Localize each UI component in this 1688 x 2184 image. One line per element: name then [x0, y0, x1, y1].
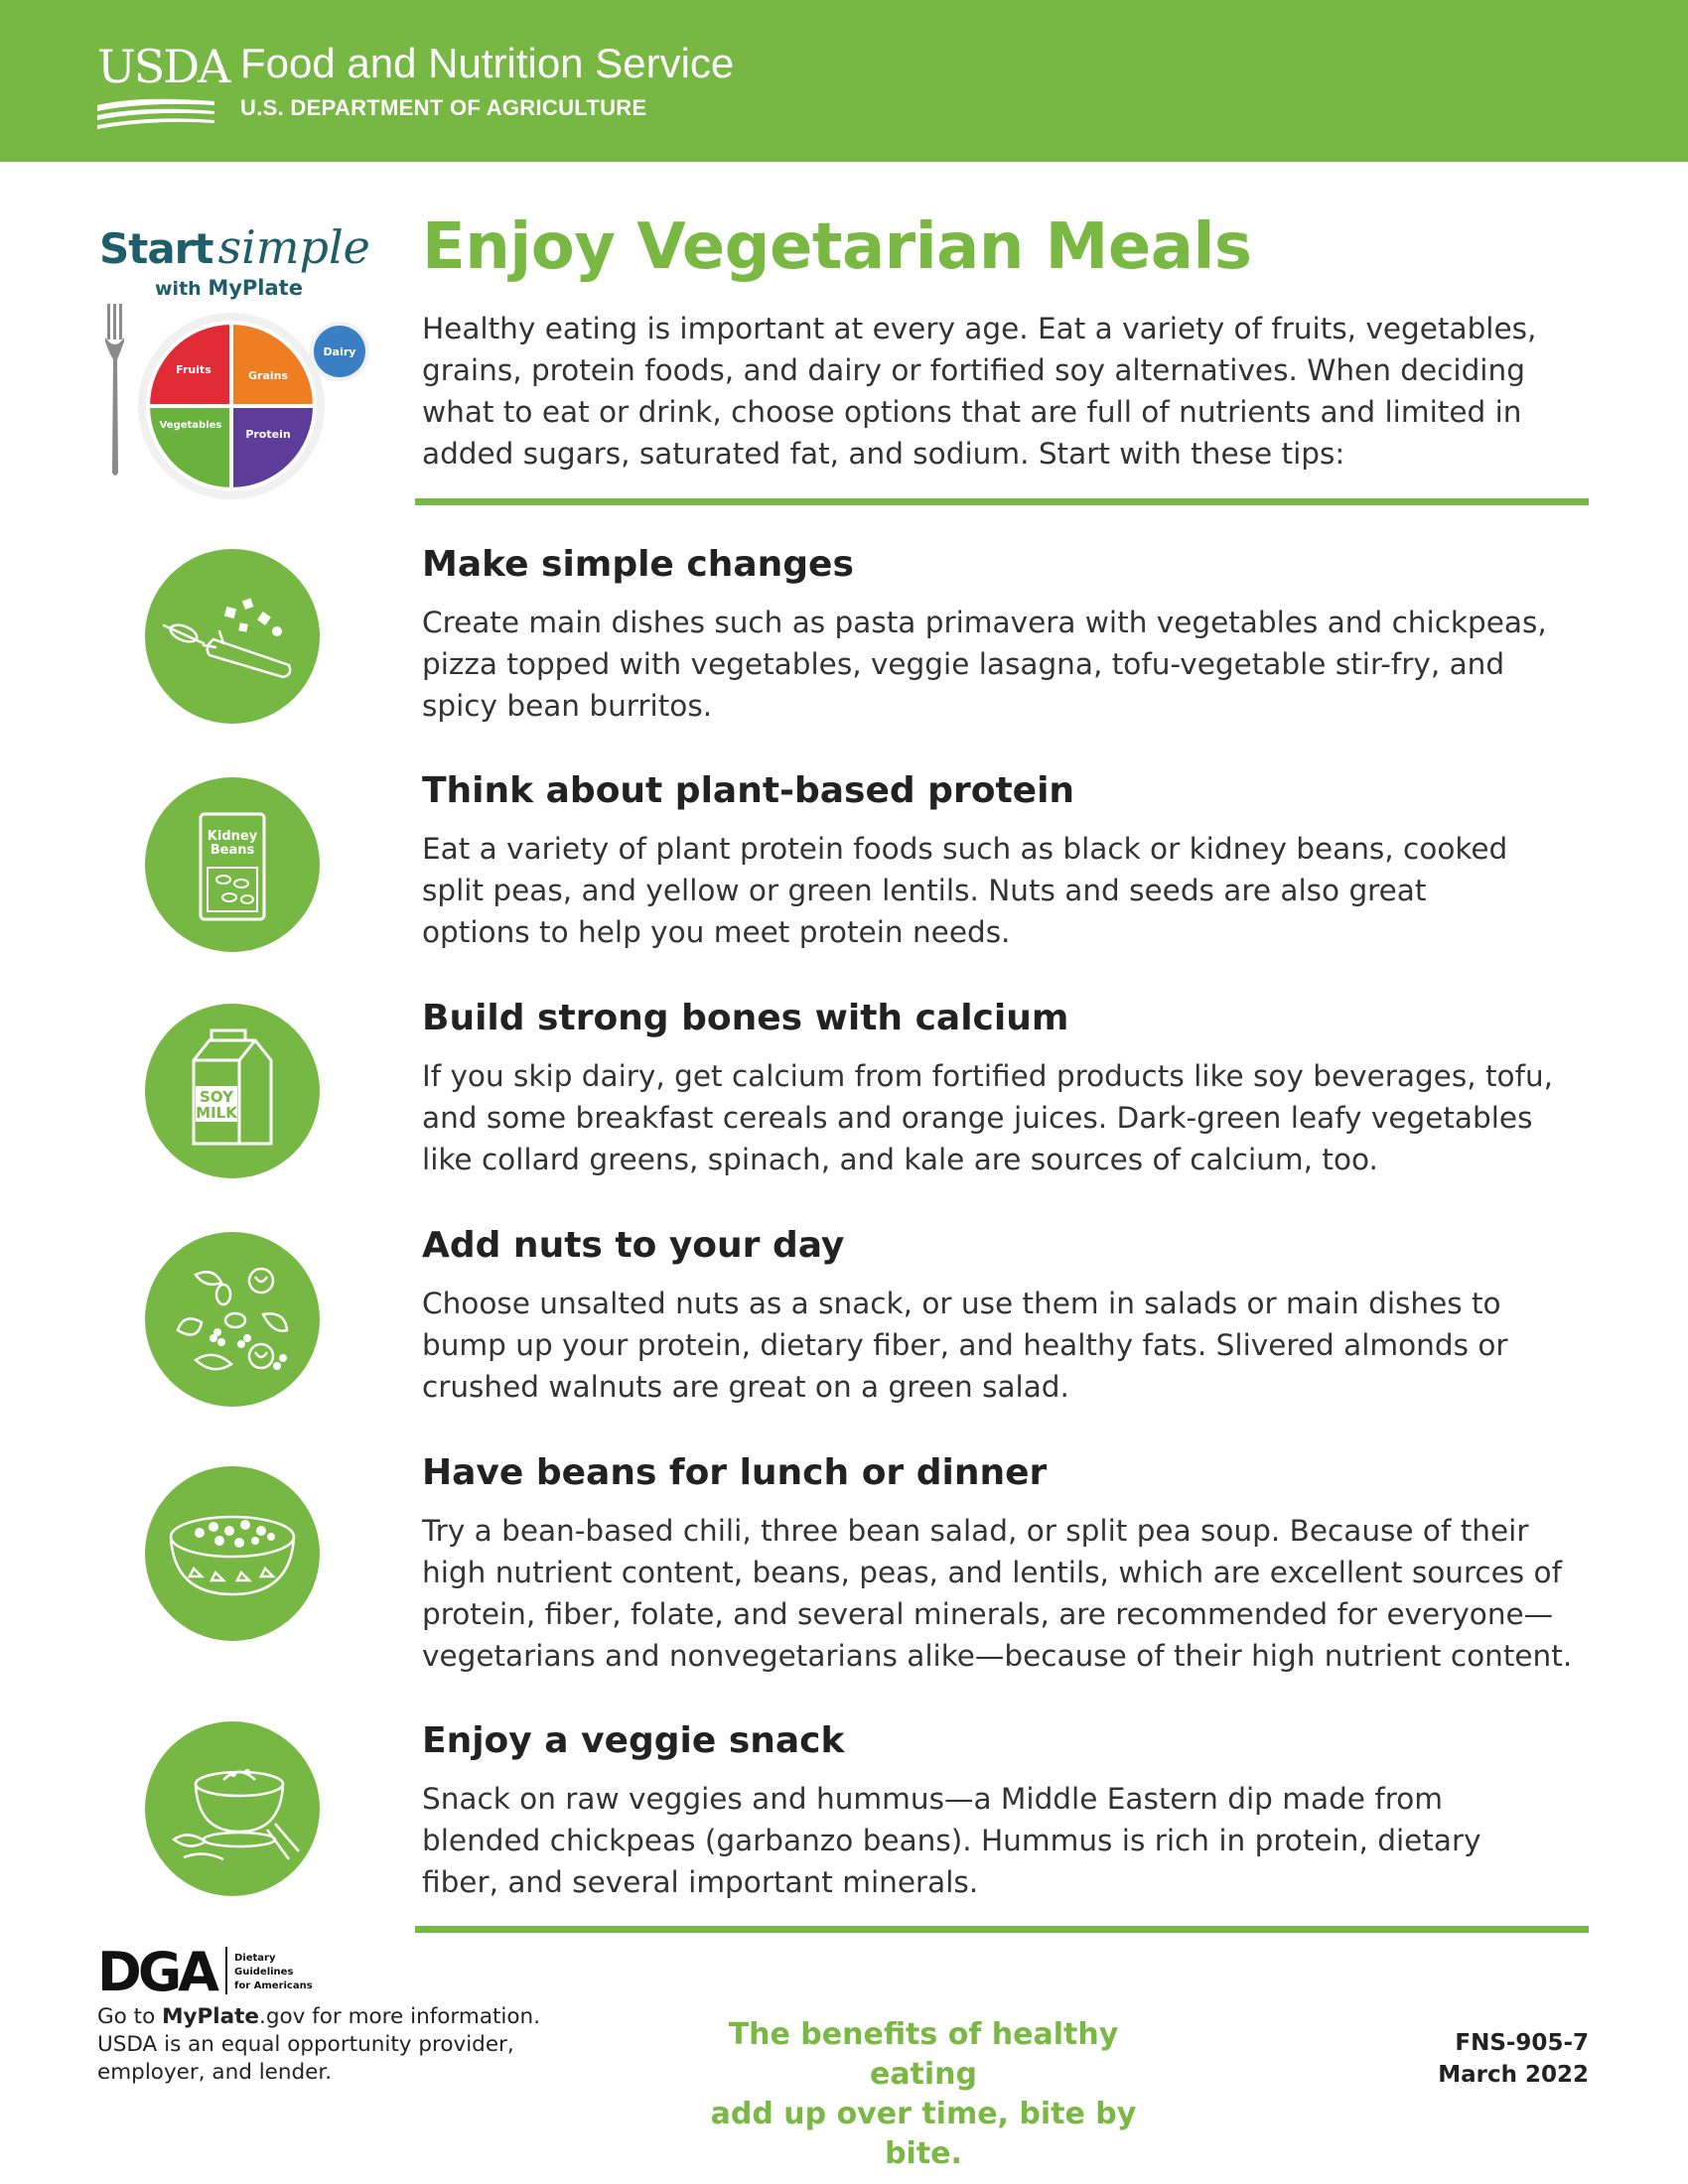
hummus-veggies-bowl-icon — [144, 1720, 321, 1897]
tip-line: spicy bean burritos. — [422, 689, 713, 723]
footer-info-line-3: employer, and lender. — [97, 2060, 333, 2085]
divider-top — [415, 498, 1589, 505]
icon-label-beans: Beans — [210, 843, 255, 858]
tip-heading: Add nuts to your day — [422, 1225, 845, 1266]
tip-heading: Make simple changes — [422, 544, 854, 585]
tip-line: Eat a variety of plant protein foods such as black or kidney beans, cooked — [422, 832, 1508, 866]
tip-body — [422, 1283, 1594, 1408]
tagline-line-2: add up over time, bite by bite. — [710, 2097, 1137, 2171]
tip-heading: Have beans for lunch or dinner — [422, 1452, 1048, 1493]
tip-line: bump up your protein, dietary fiber, and healthy fats. Slivered almonds or — [422, 1328, 1508, 1362]
myplate-link[interactable]: MyPlate — [162, 2004, 259, 2029]
tip-line: vegetarians and nonvegetarians alike—because of their high nutrient content. — [422, 1639, 1573, 1673]
tip-body — [422, 1055, 1594, 1180]
icon-label-milk: MILK — [196, 1104, 237, 1122]
intro-line: Healthy eating is important at every age. Eat a variety of fruits, vegetables, — [422, 312, 1537, 345]
logo-start: Start — [99, 224, 213, 273]
tip-heading: Enjoy a veggie snack — [422, 1720, 845, 1761]
tip-line: options to help you meet protein needs. — [422, 915, 1011, 949]
department-name: U.S. DEPARTMENT OF AGRICULTURE — [240, 95, 647, 120]
tagline — [675, 2015, 1172, 2174]
intro-paragraph — [422, 308, 1594, 475]
intro-line: added sugars, saturated fat, and sodium. Start with these tips: — [422, 437, 1345, 471]
logo-simple: simple — [217, 220, 370, 274]
tip-heading: Think about plant-based protein — [422, 770, 1075, 811]
tip-heading: Build strong bones with calcium — [422, 998, 1069, 1038]
divider-bottom — [415, 1926, 1589, 1933]
usda-swoosh-icon — [97, 95, 214, 129]
dga-sub-1: Dietary — [234, 1953, 276, 1964]
tip-line: Snack on raw veggies and hummus—a Middle Eastern dip made from — [422, 1782, 1443, 1816]
tip-line: If you skip dairy, get calcium from fortified products like soy beverages, tofu, — [422, 1059, 1554, 1093]
document-id — [1438, 2027, 1589, 2091]
tagline-line-1: The benefits of healthy eating — [728, 2017, 1119, 2092]
tip-body — [422, 1510, 1594, 1677]
plate-label-protein: Protein — [245, 428, 291, 441]
tip-line: high nutrient content, beans, peas, and lentils, which are excellent sources of — [422, 1556, 1562, 1589]
soy-milk-carton-icon — [144, 1003, 321, 1179]
tip-line: blended chickpeas (garbanzo beans). Hummus is rich in protein, dietary — [422, 1824, 1481, 1857]
myplate-icon — [99, 294, 397, 502]
plate-label-dairy: Dairy — [323, 345, 356, 358]
plate-label-fruits: Fruits — [176, 363, 211, 376]
usda-logo: USDA — [97, 40, 229, 93]
tip-body — [422, 828, 1594, 953]
intro-line: grains, protein foods, and dairy or fortified soy alternatives. When deciding — [422, 353, 1525, 387]
agency-name: Food and Nutrition Service — [240, 40, 735, 86]
mixed-nuts-icon — [144, 1231, 321, 1408]
dga-sub-3: for Americans — [234, 1980, 313, 1991]
dga-logo-text: DGA — [97, 1941, 215, 1998]
footer-info-line-2: USDA is an equal opportunity provider, — [97, 2032, 514, 2057]
tip-body — [422, 602, 1594, 727]
footer-info — [97, 2003, 540, 2087]
footer-info-line-1 — [97, 2003, 540, 2031]
icon-label-kidney: Kidney — [207, 829, 258, 844]
tip-line: split peas, and yellow or green lentils. Nuts and seeds are also great — [422, 874, 1427, 907]
tip-line: protein, fiber, folate, and several minerals, are recommended for everyone— — [422, 1597, 1554, 1631]
logo-with: with — [155, 278, 202, 300]
tip-line: Create main dishes such as pasta primavera with vegetables and chickpeas, — [422, 606, 1547, 639]
intro-line: what to eat or drink, choose options that are full of nutrients and limited in — [422, 395, 1522, 429]
logo-myplate: MyPlate — [208, 276, 303, 300]
plate-label-vegetables: Vegetables — [159, 420, 222, 431]
skillet-whisk-icon — [144, 548, 321, 725]
tip-line: crushed walnuts are great on a green salad. — [422, 1370, 1069, 1404]
dga-logo — [97, 1941, 336, 1998]
bean-salad-bowl-icon — [144, 1465, 321, 1642]
document-code: FNS-905-7 — [1455, 2030, 1589, 2056]
tip-line: Choose unsalted nuts as a snack, or use them in salads or main dishes to — [422, 1287, 1501, 1320]
tip-line: Try a bean-based chili, three bean salad, or split pea soup. Because of their — [422, 1514, 1529, 1548]
tip-line: pizza topped with vegetables, veggie lasagna, tofu-vegetable stir-fry, and — [422, 647, 1505, 681]
tip-line: fiber, and several important minerals. — [422, 1865, 979, 1899]
fork-icon — [105, 304, 124, 476]
footer-info-prefix: Go to — [97, 2004, 163, 2029]
header-band — [0, 0, 1688, 162]
plate-label-grains: Grains — [247, 369, 289, 382]
icon-label-soy: SOY — [200, 1088, 233, 1106]
page-title: Enjoy Vegetarian Meals — [422, 210, 1252, 284]
document-date: March 2022 — [1438, 2062, 1589, 2088]
tip-body — [422, 1778, 1594, 1903]
tip-line: like collard greens, spinach, and kale are sources of calcium, too. — [422, 1143, 1378, 1176]
tip-line: and some breakfast cereals and orange juices. Dark-green leafy vegetables — [422, 1101, 1533, 1135]
footer-info-suffix: .gov for more information. — [258, 2004, 541, 2029]
kidney-beans-bag-icon — [144, 776, 321, 953]
dga-sub-2: Guidelines — [234, 1967, 294, 1978]
start-simple-logo — [99, 220, 377, 300]
